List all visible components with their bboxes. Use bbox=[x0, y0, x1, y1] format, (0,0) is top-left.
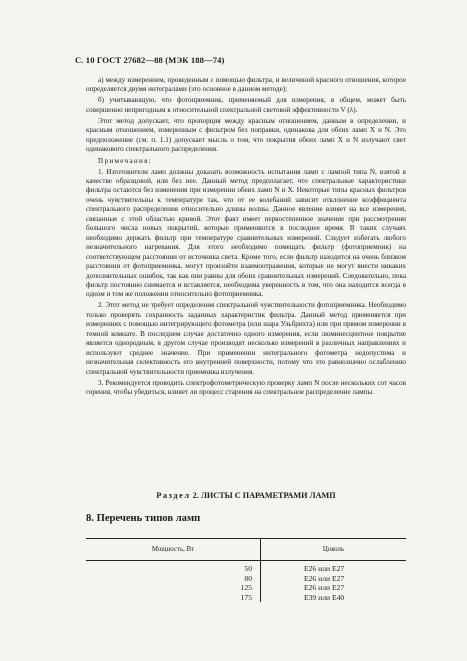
base-cell: E39 или E40 bbox=[304, 592, 345, 602]
note-paragraph: 3. Рекомендуется проводить спектрофотометрическую проверку ламп N после нескольких сот часов горения, чтобы убедиться, влияет ли процесс старения на спектральное распределение лампы. bbox=[86, 378, 406, 396]
notes-heading: Примечания: bbox=[98, 156, 153, 165]
table-row bbox=[86, 593, 406, 603]
column-header-power: Мощность, Вт bbox=[86, 539, 261, 561]
body-text bbox=[86, 76, 406, 399]
power-cell: 50 bbox=[86, 561, 261, 574]
table-row bbox=[86, 574, 406, 584]
table-row bbox=[86, 561, 406, 574]
lamp-types-table bbox=[86, 538, 406, 602]
base-cell: E26 или E27 bbox=[304, 564, 345, 573]
paragraph: б) учитывающую, что фотоприемник, применяемый для измерения, в общем, может быть совершенно непригодным к относительной спектральной световой эффективности V (λ). bbox=[86, 96, 406, 114]
page-header: С. 10 ГОСТ 27682—88 (МЭК 188—74) bbox=[75, 55, 225, 65]
column-header-base: Цоколь bbox=[261, 539, 407, 561]
power-cell: 80 bbox=[86, 574, 261, 584]
power-cell: 175 bbox=[86, 593, 261, 603]
paragraph: а) между измерением, проведенным с помощью фильтра, и величиной красного отношения, которое определяется двумя интегралами (это основное в данном методе); bbox=[86, 76, 406, 94]
power-cell: 125 bbox=[86, 583, 261, 593]
note-paragraph: 1. Изготовители ламп должны доказать возможность испытания ламп с лампой типа N, взятой в качестве образцовой, или без нее. Данный метод предполагает, что спектральные характеристики фильтра остаются без изменения при измерении обеих ламп N и X. Некоторые типы красных фильтров очень чувствительны к температуре так, что от ее колебаний зависит отклонение коэффициента спектрального распределения относительно длины волны. Данное явление влияет на все измерения, связанные с этой областью кривой. Этот факт имеет первостепенное значение при рассмотрении большого числа новых покрытий, которые применяются в последнее время. В таких случаях необходимо держать фильтр при температуре сравнительных измерений. Следует избегать любого незначительного нагревания. Для этого необходимо помещать фильтр (фотоприемник) на соответствующем расстоянии от источника света. Кроме того, если фильтр находится на очень близком расстоянии от фотоприемника, могут произойти взаимоотражения, которые не могут внести никаких дополнительных ошибок, так как они равны для обоих сравнительных измерений. Следовательно, пока фильтр постоянно снимается и вставляется, необходима уверенность в том, что она находится всегда в одном и том же положении относительно фотоприемника. bbox=[86, 167, 406, 299]
base-cell: E26 или E27 bbox=[304, 573, 345, 583]
paragraph: Этот метод допускает, что пропорция между красным отношением, данным в определении, и красным отношением, измеренным с фильтром без поправки, одинакова для обеих ламп X и N. Это предположение (см. п. 1.1) допускает мысль о том, что покрытия обеих ламп X и N излучают свет одинакового спектрального распределения. bbox=[86, 116, 406, 154]
base-cell: E26 или E27 bbox=[304, 583, 345, 593]
section-title: ЛИСТЫ С ПАРАМЕТРАМИ ЛАМП bbox=[200, 491, 336, 500]
section-heading bbox=[86, 491, 406, 500]
table-title: 8. Перечень типов ламп bbox=[86, 513, 201, 524]
note-paragraph: 2. Этот метод не требует определения спектральной чувствительности фотоприемника. Необходимо только проверять сохранность заданных характеристик фильтра. Данный метод применяется при измерениях с помощью интегрирующего фотометра (или шара Ульбрихта) или при прямом измерении в темной комнате. В последнем случае достаточно одного измерения, если люминесцентное покрытие является однородным, в другом случае производят несколько измерений в различных направлениях и используют среднее значение. При применении интегрального фотометра недопустима и незначительная селективность его внутренней поверхности, потому что это равнозначно ослаблению спектральной чувствительности приемника излучения. bbox=[86, 301, 406, 376]
section-number: 2. bbox=[192, 491, 199, 500]
table-row bbox=[86, 583, 406, 593]
section-label: Раздел bbox=[156, 491, 191, 500]
